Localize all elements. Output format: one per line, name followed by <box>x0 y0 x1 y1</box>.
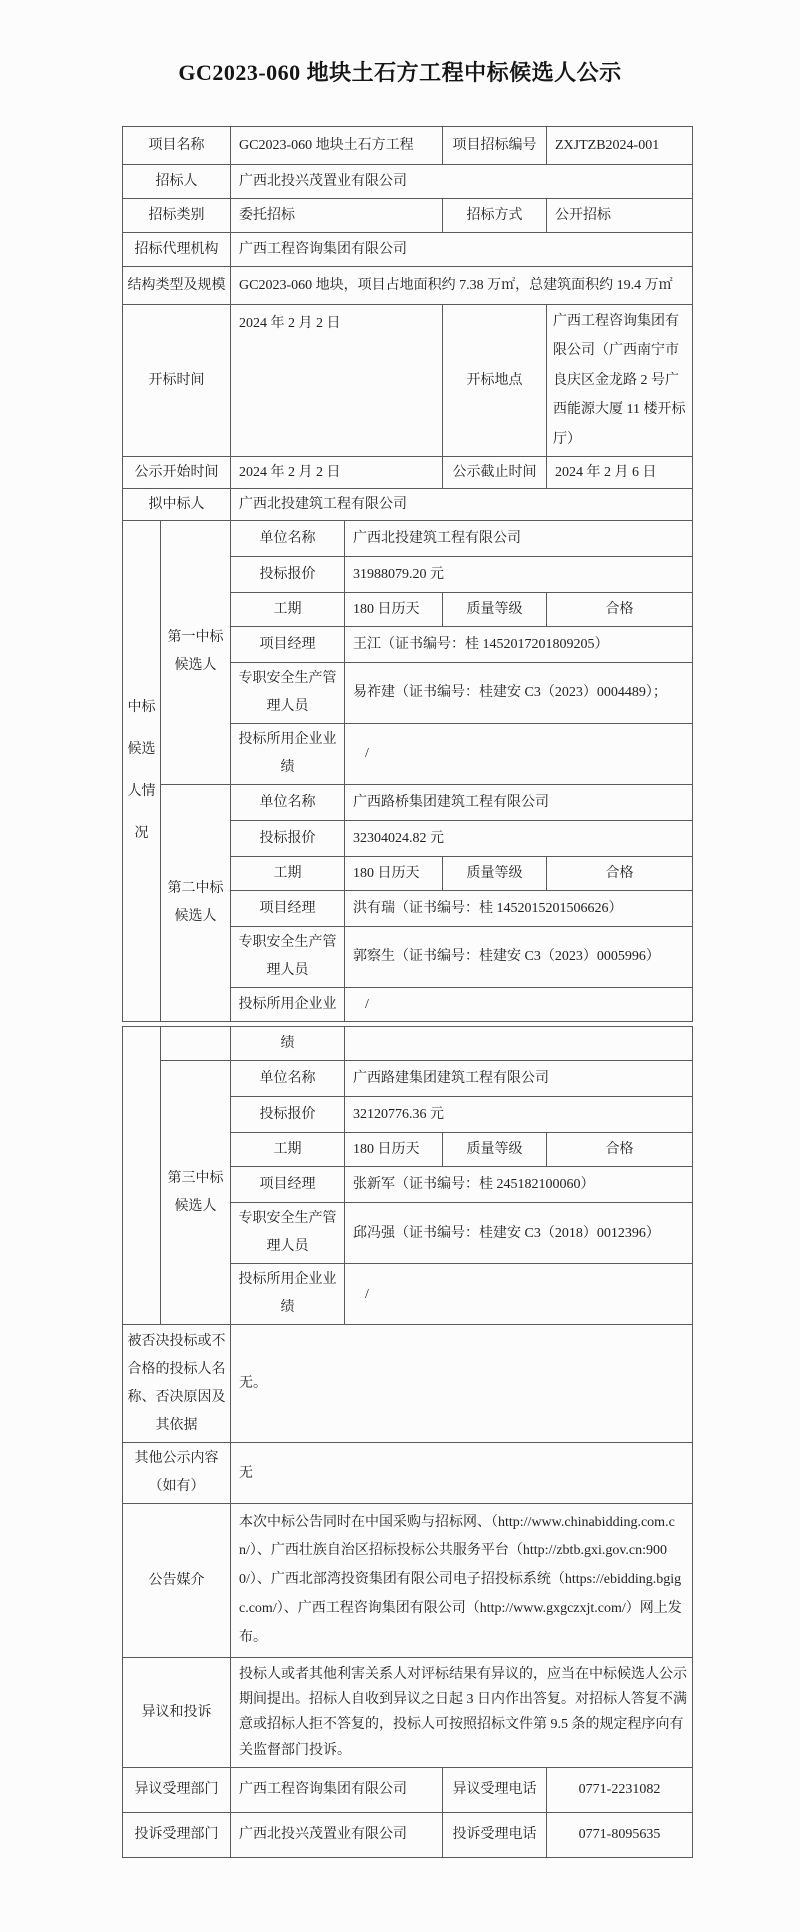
project-name-label: 项目名称 <box>123 127 231 165</box>
structure-value: GC2023-060 地块，项目占地面积约 7.38 万㎡，总建筑面积约 19.4 万㎡ <box>231 267 693 305</box>
objection-dept-value: 广西工程咨询集团有限公司 <box>231 1767 443 1812</box>
candidate2-unit-value: 广西路桥集团建筑工程有限公司 <box>345 784 693 820</box>
table-row <box>123 165 693 199</box>
method-value: 公开招标 <box>547 199 693 233</box>
record-label-part2: 绩 <box>231 1027 345 1061</box>
structure-label: 结构类型及规模 <box>123 267 231 305</box>
media-value: 本次中标公告同时在中国采购与招标网、（http://www.chinabidding.com.cn/）、广西壮族自治区招标投标公共服务平台（http://zbtb.gxi.gov.cn:9000/）、广西北部湾投资集团有限公司电子招投标系统（https://ebidding.bgigc.com/）、广西工程咨询集团有限公司（http://www.gxgczxjt.com/）网上发布。 <box>231 1504 693 1658</box>
open-place-label: 开标地点 <box>443 305 547 457</box>
bid-price-label: 投标报价 <box>231 1097 345 1133</box>
table-row <box>123 267 693 305</box>
rejected-bidders-value: 无。 <box>231 1325 693 1443</box>
unit-name-label: 单位名称 <box>231 520 345 556</box>
complaint-dept-value: 广西北投兴茂置业有限公司 <box>231 1812 443 1857</box>
candidate2-price-value: 32304024.82 元 <box>345 820 693 856</box>
other-content-value: 无 <box>231 1443 693 1504</box>
bid-price-label: 投标报价 <box>231 820 345 856</box>
candidate1-manager-value: 王江（证书编号：桂 1452017201809205） <box>345 626 693 662</box>
quality-label: 质量等级 <box>443 1133 547 1167</box>
record-label: 投标所用企业业绩 <box>231 1264 345 1325</box>
duration-label: 工期 <box>231 1133 345 1167</box>
candidate1-record-value: / <box>345 723 693 784</box>
open-place-value: 广西工程咨询集团有限公司（广西南宁市良庆区金龙路 2 号广西能源大厦 11 楼开标厅） <box>547 305 693 457</box>
candidate2-record-value: / <box>345 987 693 1021</box>
safety-officer-label: 专职安全生产管理人员 <box>231 662 345 723</box>
candidate3-manager-value: 张新军（证书编号：桂 245182100060） <box>345 1167 693 1203</box>
manager-label: 项目经理 <box>231 626 345 662</box>
table-row <box>123 456 693 488</box>
complaint-tel-value: 0771-8095635 <box>547 1812 693 1857</box>
complaint-tel-label: 投诉受理电话 <box>443 1812 547 1857</box>
candidate3-price-value: 32120776.36 元 <box>345 1097 693 1133</box>
publicity-start-value: 2024 年 2 月 2 日 <box>231 456 443 488</box>
candidate2-duration-value: 180 日历天 <box>345 856 443 890</box>
table-row <box>123 127 693 165</box>
announcement-table-page2 <box>122 1026 693 1858</box>
objection-dept-label: 异议受理部门 <box>123 1767 231 1812</box>
unit-name-label: 单位名称 <box>231 1061 345 1097</box>
table-row <box>123 1443 693 1504</box>
candidates-section-label: 中标候选人情况 <box>123 520 161 1021</box>
safety-officer-label: 专职安全生产管理人员 <box>231 926 345 987</box>
page-title: GC2023-060 地块土石方工程中标候选人公示 <box>178 60 622 85</box>
objection-tel-value: 0771-2231082 <box>547 1767 693 1812</box>
candidate2-manager-value: 洪有瑞（证书编号：桂 1452015201506626） <box>345 890 693 926</box>
candidates-section-continuation-cell <box>123 1027 161 1325</box>
proposed-winner-label: 拟中标人 <box>123 488 231 520</box>
other-content-label: 其他公示内容（如有） <box>123 1443 231 1504</box>
agency-label: 招标代理机构 <box>123 233 231 267</box>
category-label: 招标类别 <box>123 199 231 233</box>
duration-label: 工期 <box>231 856 345 890</box>
objection-tel-label: 异议受理电话 <box>443 1767 547 1812</box>
publicity-start-label: 公示开始时间 <box>123 456 231 488</box>
media-label: 公告媒介 <box>123 1504 231 1658</box>
announcement-table-page1 <box>122 126 693 1022</box>
bid-code-label: 项目招标编号 <box>443 127 547 165</box>
table-row <box>123 488 693 520</box>
candidate2-rank-label: 第二中标候选人 <box>161 784 231 1021</box>
table-row <box>123 1767 693 1812</box>
table-row <box>123 1504 693 1658</box>
record-label-part1: 投标所用企业业 <box>231 987 345 1021</box>
manager-label: 项目经理 <box>231 890 345 926</box>
candidate3-rank-label: 第三中标候选人 <box>161 1061 231 1325</box>
rank-continuation-cell <box>161 1027 231 1061</box>
table-row <box>123 520 693 556</box>
category-value: 委托招标 <box>231 199 443 233</box>
candidate2-safety-value: 郭察生（证书编号：桂建安 C3（2023）0005996） <box>345 926 693 987</box>
safety-officer-label: 专职安全生产管理人员 <box>231 1203 345 1264</box>
bid-code-value: ZXJTZB2024-001 <box>547 127 693 165</box>
rejected-bidders-label: 被否决投标或不合格的投标人名称、否决原因及其依据 <box>123 1325 231 1443</box>
objection-complaint-label: 异议和投诉 <box>123 1658 231 1768</box>
candidate2-quality-value: 合格 <box>547 856 693 890</box>
candidate3-safety-value: 邱冯强（证书编号：桂建安 C3（2018）0012396） <box>345 1203 693 1264</box>
table-row <box>123 1658 693 1768</box>
method-label: 招标方式 <box>443 199 547 233</box>
table-row <box>123 305 693 457</box>
record-label: 投标所用企业业绩 <box>231 723 345 784</box>
agency-value: 广西工程咨询集团有限公司 <box>231 233 693 267</box>
tenderee-value: 广西北投兴茂置业有限公司 <box>231 165 693 199</box>
publicity-end-value: 2024 年 2 月 6 日 <box>547 456 693 488</box>
quality-label: 质量等级 <box>443 592 547 626</box>
publicity-end-label: 公示截止时间 <box>443 456 547 488</box>
candidate3-unit-value: 广西路建集团建筑工程有限公司 <box>345 1061 693 1097</box>
open-time-label: 开标时间 <box>123 305 231 457</box>
table-row <box>123 1812 693 1857</box>
complaint-dept-label: 投诉受理部门 <box>123 1812 231 1857</box>
table-row <box>123 1027 693 1061</box>
candidate1-duration-value: 180 日历天 <box>345 592 443 626</box>
record-continuation-empty-cell <box>345 1027 693 1061</box>
open-time-value: 2024 年 2 月 2 日 <box>231 305 443 457</box>
manager-label: 项目经理 <box>231 1167 345 1203</box>
candidate3-record-value: / <box>345 1264 693 1325</box>
duration-label: 工期 <box>231 592 345 626</box>
objection-complaint-value: 投标人或者其他利害关系人对评标结果有异议的，应当在中标候选人公示期间提出。招标人自收到异议之日起 3 日内作出答复。对招标人答复不满意或招标人拒不答复的，投标人可按照招标文件第 9.5 条的规定程序向有关监督部门投诉。 <box>231 1658 693 1768</box>
bid-price-label: 投标报价 <box>231 556 345 592</box>
project-name-value: GC2023-060 地块土石方工程 <box>231 127 443 165</box>
candidate1-quality-value: 合格 <box>547 592 693 626</box>
table-row <box>123 784 693 820</box>
candidate3-duration-value: 180 日历天 <box>345 1133 443 1167</box>
candidate1-rank-label: 第一中标候选人 <box>161 520 231 784</box>
table-row <box>123 1325 693 1443</box>
candidate1-safety-value: 易祚建（证书编号：桂建安 C3（2023）0004489）； <box>345 662 693 723</box>
candidate1-unit-value: 广西北投建筑工程有限公司 <box>345 520 693 556</box>
table-row <box>123 233 693 267</box>
table-row <box>123 199 693 233</box>
candidate3-quality-value: 合格 <box>547 1133 693 1167</box>
quality-label: 质量等级 <box>443 856 547 890</box>
table-row <box>123 1061 693 1097</box>
unit-name-label: 单位名称 <box>231 784 345 820</box>
proposed-winner-value: 广西北投建筑工程有限公司 <box>231 488 693 520</box>
tenderee-label: 招标人 <box>123 165 231 199</box>
candidate1-price-value: 31988079.20 元 <box>345 556 693 592</box>
